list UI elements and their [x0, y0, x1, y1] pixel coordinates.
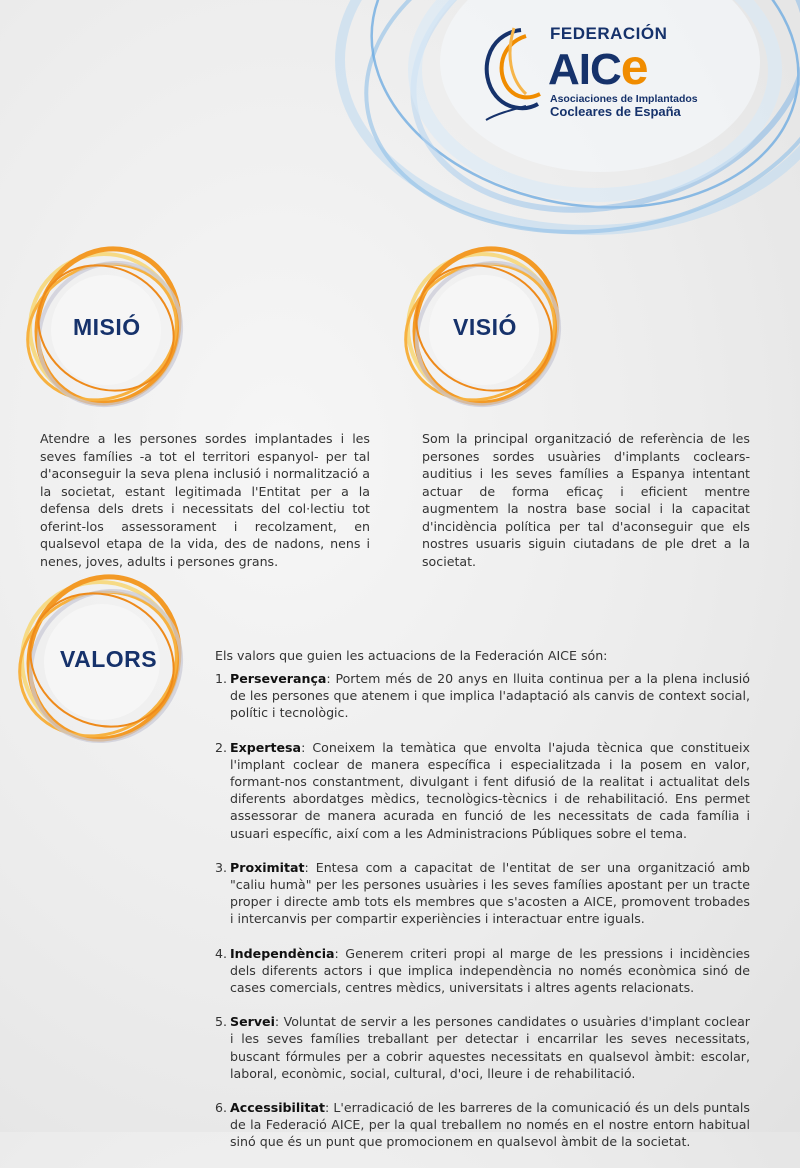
logo-brand: [548, 38, 649, 96]
value-name: Proximitat: [230, 859, 305, 875]
value-number: 5.: [215, 1014, 228, 1030]
value-name: Accessibilitat: [230, 1100, 326, 1116]
value-name: Perseverança: [230, 671, 327, 686]
value-item: [215, 670, 750, 722]
value-number: 3.: [215, 859, 228, 875]
value-item: [215, 739, 750, 842]
logo-subtitle-line2: Cocleares de España: [550, 104, 681, 119]
vision-title: VISIÓ: [453, 314, 517, 340]
logo-brand-accent: e: [620, 39, 649, 95]
vision-text: Som la principal organització de referència de les persones sordes usuàries d'implants coclears-auditius i les seves famílies a Espanya intentant actuar de forma eficaç i eficient mentre augmentem la nostra base social i la capacitat d'incidència política per tal d'aconseguir que els nostres usuaris siguin ciutadans de ple dret a la societat.: [422, 431, 750, 569]
value-description: : Entesa com a capacitat de l'entitat de ser una organització amb "caliu humà" per les persones usuàries i les seves famílies apostant per un tracte proper i directe amb tots els membres que s'acosten a AICE, promovent trobades i intercanvis per compartir experiències i interactuar entre iguals.: [230, 859, 750, 927]
logo-brand-main: AIC: [548, 45, 621, 94]
aice-logo: [466, 24, 706, 124]
value-item: [215, 1099, 750, 1151]
value-name: Independència: [230, 945, 335, 961]
value-item: [215, 1013, 750, 1082]
value-name: Servei: [230, 1014, 275, 1030]
value-number: 4.: [215, 945, 228, 961]
value-description: : Voluntat de servir a les persones candidates o usuàries d'implant coclear i les seves famílies treballant per detectar i encarrilar les seves necessitats, buscant fórmules per a cobrir aquestes necessitats en qualsevol àmbit: escolar, laboral, econòmic, social, cultural, d'oci, lleure i de rehabilitació.: [230, 1014, 750, 1081]
value-number: 2.: [215, 739, 228, 755]
value-description: : Coneixem la temàtica que envolta l'ajuda tècnica que constitueix l'implant coclear de manera específica i especialitzada i la posem en valor, formant-nos constantment, divulgant i fent difusió de la realitat i actualitat dels diferents abordatges mèdics, tecnològics-tècnics i de rehabilitació. Ens permet assessorar de manera acurada en funció de les necessitats de cada família i usuari específic, així com a les Administracions Públiques sobre el tema.: [230, 739, 750, 841]
logo-subtitle-line1: Asociaciones de Implantados: [550, 93, 698, 105]
value-description: : L'erradicació de les barreres de la comunicació és un dels puntals de la Federació AICE, per la qual treballem no només en el nostre entorn habitual sinó que és un punt que promocionem en qualsevol àmbit de la societat.: [230, 1100, 750, 1150]
values-title: VALORS: [60, 646, 158, 672]
values-list: [215, 670, 750, 1168]
value-description: : Generem criteri propi al marge de les pressions i incidències dels diferents actors i que implica independència no només econòmica sinó de cases comercials, centres mèdics, universitats i altres agents relacionats.: [230, 945, 750, 996]
value-number: 6.: [215, 1100, 228, 1116]
values-intro: Els valors que guien les actuacions de la Federación AICE són:: [215, 648, 608, 663]
value-item: [215, 859, 750, 928]
value-item: [215, 945, 750, 997]
value-description: : Portem més de 20 anys en lluita continua per a la plena inclusió de les persones que atenem i que implica l'adaptació als canvis de context social, polític i tecnològic.: [230, 671, 750, 721]
mision-title: MISIÓ: [73, 314, 141, 340]
value-name: Expertesa: [230, 739, 302, 755]
mision-text: Atendre a les persones sordes implantades i les seves famílies -a tot el territori espanyol- per tal d'aconseguir la seva plena inclusió i normalització a la societat, estant legitimada l'Entitat per a la defensa dels drets i necessitats del col·lectiu tot oferint-los assessorament i recolzament, en qualsevol etapa de la vida, des de nadons, nens i nenes, joves, adults i persones grans.: [40, 431, 370, 569]
logo-title: FEDERACIÓN: [550, 24, 668, 43]
value-number: 1.: [215, 671, 228, 686]
logo-swirl-icon: [466, 24, 556, 124]
